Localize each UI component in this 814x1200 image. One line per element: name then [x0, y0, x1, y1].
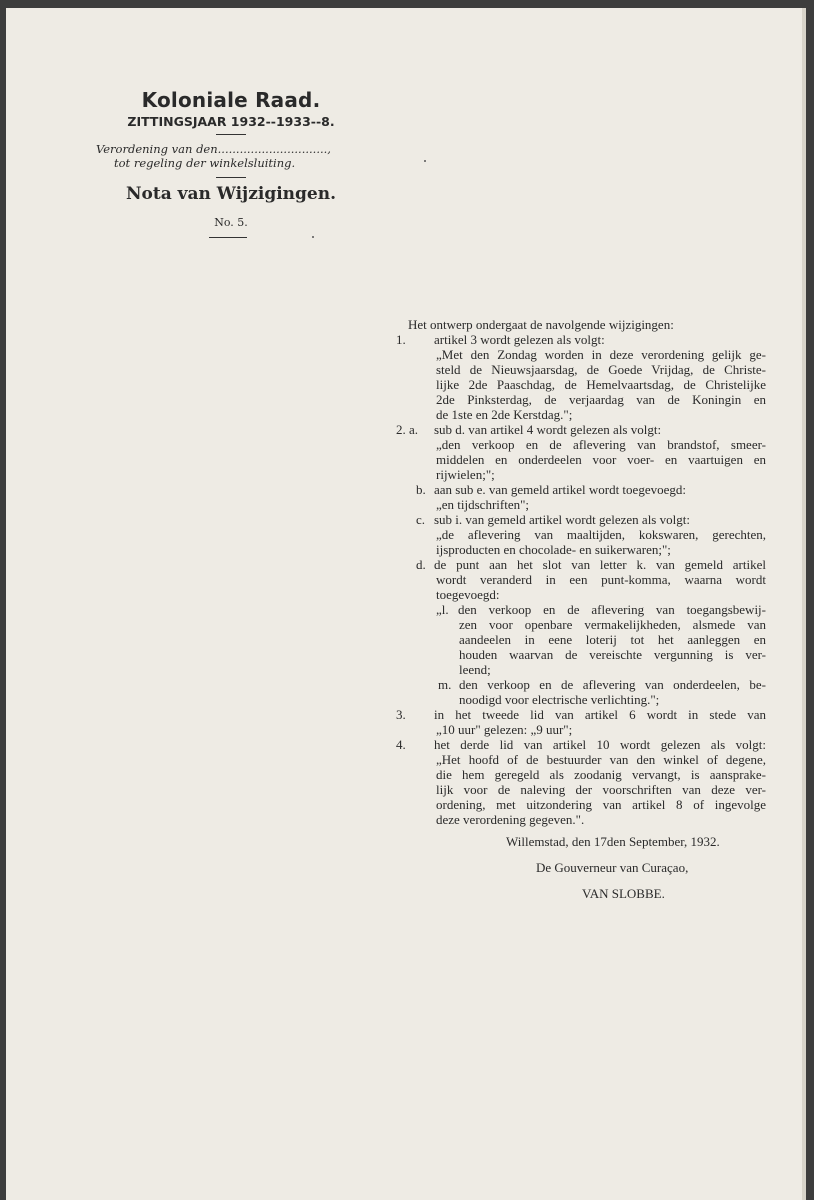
speck — [424, 160, 426, 162]
text-line: ijsproducten en chocolade- en suikerwaren;"; — [436, 542, 671, 557]
text-line: toegevoegd: — [436, 587, 500, 602]
text-line: leend; — [459, 662, 491, 677]
item-number: 4. — [396, 737, 406, 752]
text-line: de punt aan het slot van letter k. van gemeld artikel — [434, 557, 766, 572]
text-line: noodigd voor electrische verlichting."; — [459, 692, 660, 707]
document-page — [6, 8, 806, 1200]
divider — [216, 177, 246, 178]
text-line: die hem geregeld als zoodanig vervangt, is aansprake- — [436, 767, 766, 782]
text-line: aan sub e. van gemeld artikel wordt toegevoegd: — [434, 482, 686, 497]
page-edge — [802, 8, 806, 1200]
intro-line: Het ontwerp ondergaat de navolgende wijzigingen: — [408, 317, 674, 332]
text-line: den verkoop en de aflevering van onderdeelen, be- — [459, 677, 766, 692]
text-line: lijke 2de Paaschdag, de Hemelvaartsdag, de Christelijke — [436, 377, 766, 392]
text-line: „Het hoofd of de bestuurder van den winkel of degene, — [436, 752, 766, 767]
text-line: deze verordening gegeven.". — [436, 812, 585, 827]
item-number: 2. a. — [396, 422, 419, 437]
text-line: ordening, met uitzondering van artikel 8 of ingevolge — [436, 797, 766, 812]
document-number: No. 5. — [214, 216, 248, 229]
divider — [209, 237, 247, 238]
item-number: 1. — [396, 332, 406, 347]
item-number: b. — [416, 482, 426, 497]
text-line: lijk voor de naleving der voorschriften van deze ver- — [436, 782, 766, 797]
divider — [216, 134, 246, 135]
item-number: d. — [416, 557, 426, 572]
signatory-name: VAN SLOBBE. — [582, 886, 665, 901]
item-number: „l. — [436, 602, 449, 617]
text-line: middelen en onderdeelen voor voer- en vaartuigen en — [436, 452, 766, 467]
text-line: „en tijdschriften"; — [436, 497, 530, 512]
text-line: 2de Pinksterdag, de verjaardag van de Koningin en — [436, 392, 766, 407]
text-line: „de aflevering van maaltijden, kokswaren, gerechten, — [436, 527, 766, 542]
text-line: artikel 3 wordt gelezen als volgt: — [434, 332, 605, 347]
council-title: Koloniale Raad. — [141, 88, 321, 112]
governor-title: De Gouverneur van Curaçao, — [536, 860, 689, 875]
text-line: wordt veranderd in een punt-komma, waarna wordt — [436, 572, 766, 587]
text-line: sub i. van gemeld artikel wordt gelezen als volgt: — [434, 512, 690, 527]
text-line: „Met den Zondag worden in deze verordening gelijk ge- — [436, 347, 766, 362]
text-line: steld de Nieuwsjaarsdag, de Goede Vrijdag, de Christe- — [436, 362, 766, 377]
item-number: c. — [416, 512, 426, 527]
speck — [312, 236, 314, 238]
text-line: in het tweede lid van artikel 6 wordt in stede van — [434, 707, 766, 722]
text-line: houden waarvan de vereischte vergunning is ver- — [459, 647, 766, 662]
text-line: rijwielen;"; — [436, 467, 495, 482]
text-line: zen voor openbare vermakelijkheden, alsmede van — [459, 617, 766, 632]
item-number: 3. — [396, 707, 406, 722]
text-line: de 1ste en 2de Kerstdag."; — [436, 407, 573, 422]
session-year: ZITTINGSJAAR 1932--1933--8. — [127, 114, 335, 129]
text-line: aandeelen in eene loterij tot het aanleggen en — [459, 632, 766, 647]
place-date: Willemstad, den 17den September, 1932. — [506, 834, 720, 849]
ordinance-line-2: tot regeling der winkelsluiting. — [114, 156, 296, 170]
text-line: den verkoop en de aflevering van toegangsbewij- — [458, 602, 766, 617]
text-line: „10 uur" gelezen: „9 uur"; — [436, 722, 573, 737]
text-line: sub d. van artikel 4 wordt gelezen als volgt: — [434, 422, 662, 437]
text-line: „den verkoop en de aflevering van brandstof, smeer- — [436, 437, 766, 452]
ordinance-line-1: Verordening van den.............................., — [96, 142, 331, 156]
item-number: m. — [438, 677, 452, 692]
text-line: het derde lid van artikel 10 wordt gelezen als volgt: — [434, 737, 766, 752]
document-title: Nota van Wijzigingen. — [125, 184, 337, 204]
